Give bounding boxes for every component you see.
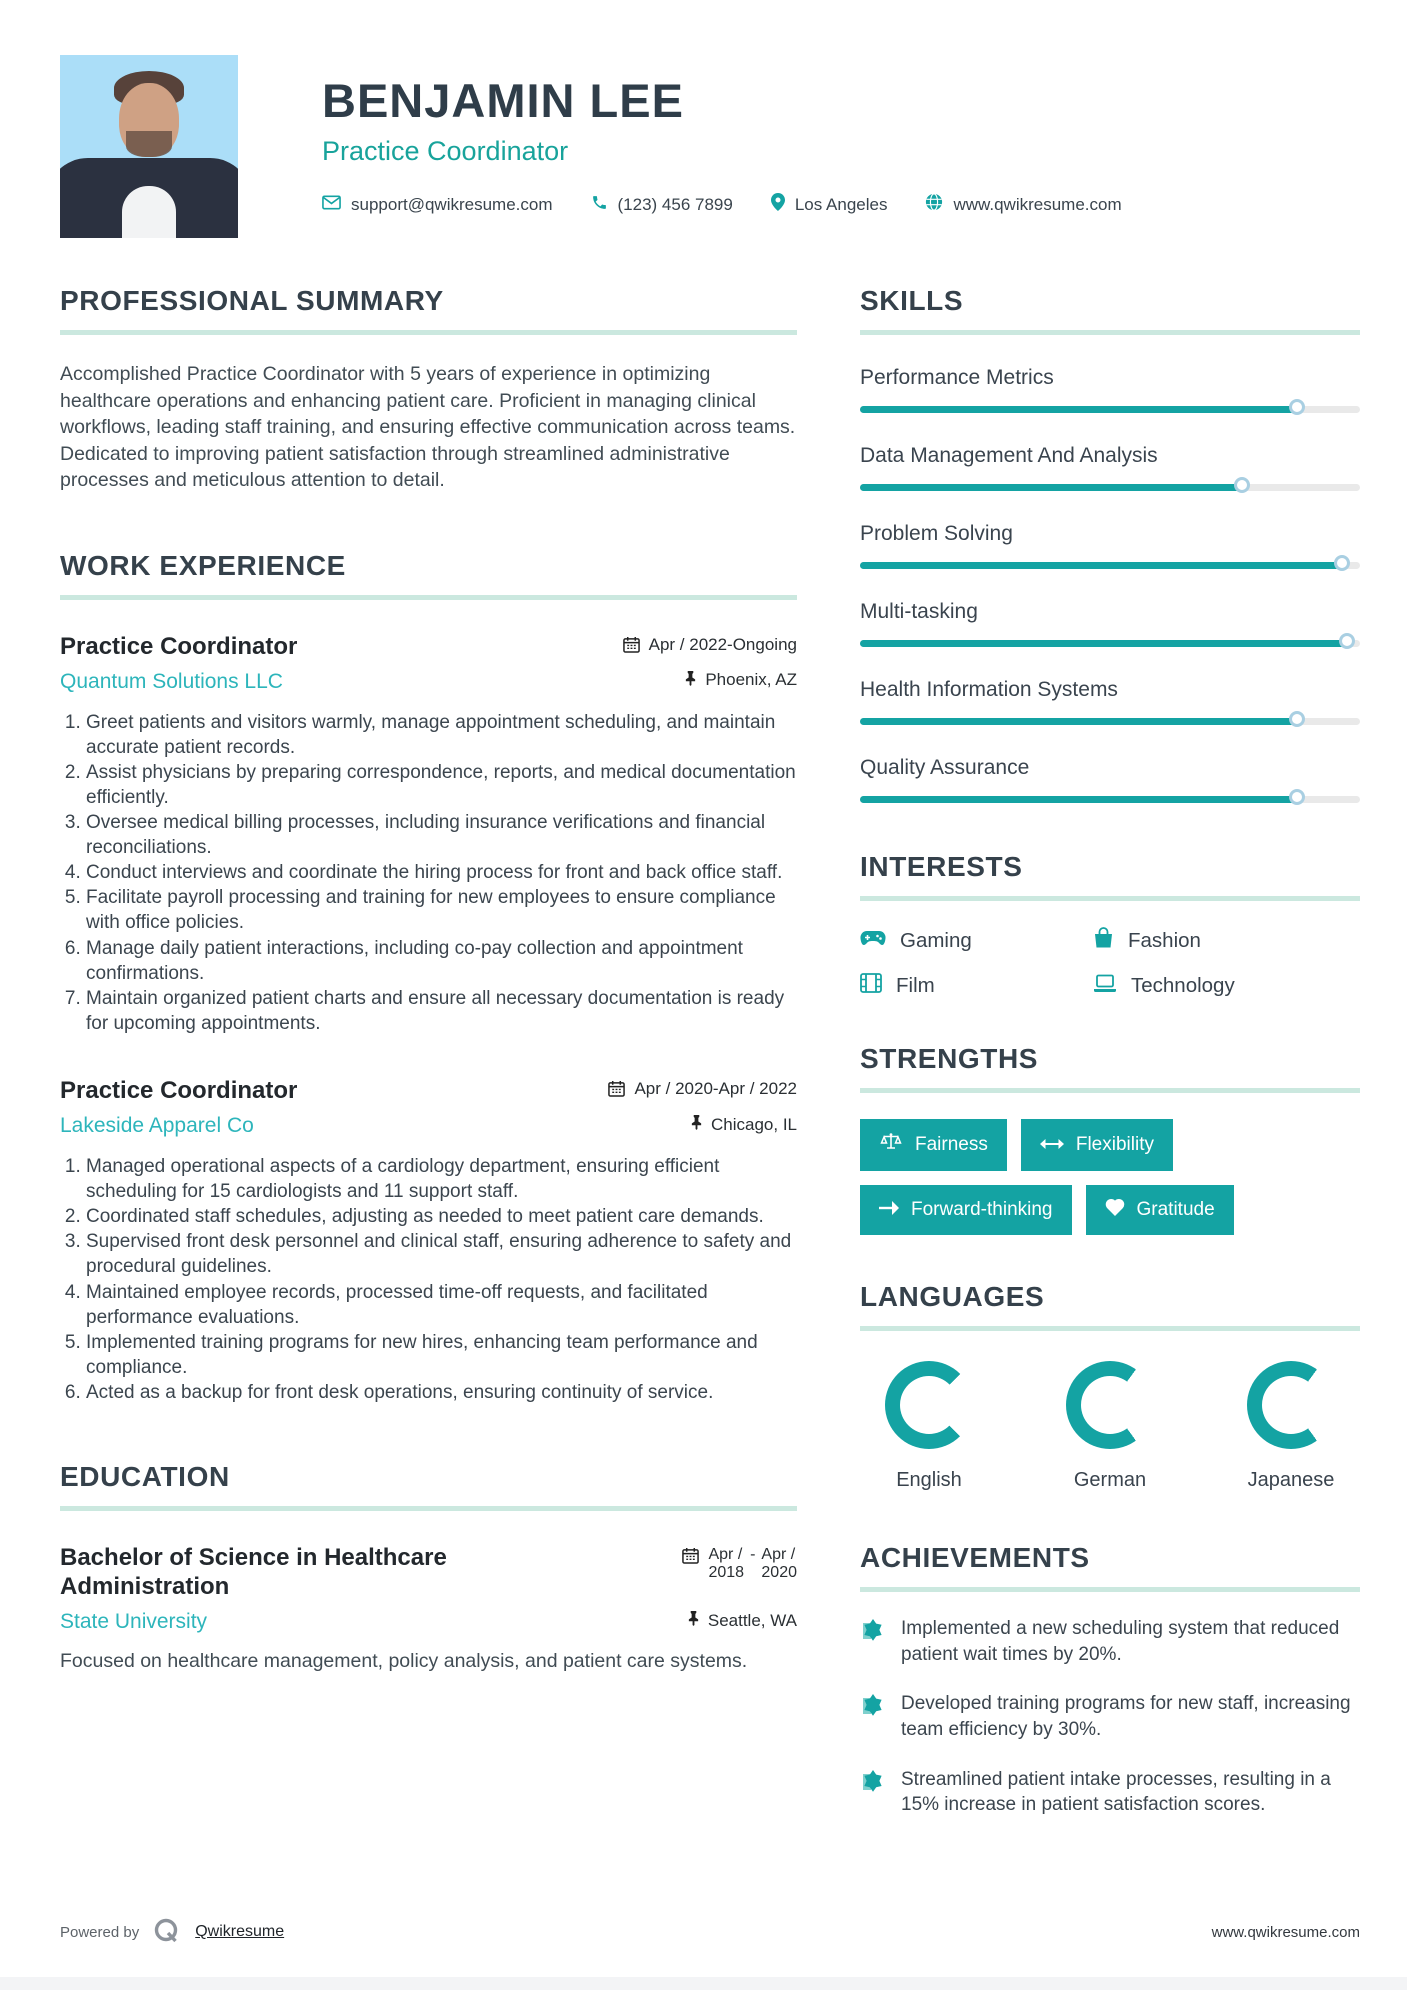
education-entry — [60, 1543, 797, 1675]
job-bullet: 5. Implemented training programs for new hires, enhancing team performance and compliance. — [86, 1330, 797, 1380]
skill-label: Data Management And Analysis — [860, 444, 1158, 467]
job-bullet-list — [60, 710, 797, 1036]
job-title: Practice Coordinator — [60, 632, 298, 660]
job-entry — [60, 632, 797, 1036]
job-bullet: 1. Managed operational aspects of a cardiology department, ensuring efficient scheduling for 15 cardiologists and 11 support staff. — [86, 1154, 797, 1204]
contact-row — [322, 193, 1122, 216]
language-item — [1041, 1361, 1179, 1492]
section-professional-summary — [60, 285, 797, 494]
interest-item — [1093, 927, 1360, 955]
job-bullet: 7. Maintain organized patient charts and ensure all necessary documentation is ready for upcoming appointments. — [86, 986, 797, 1036]
summary-text: Accomplished Practice Coordinator with 5 years of experience in optimizing healthcare operations and enhancing patient care. Proficient in managing clinical workflows, leading staff training, and ensuring effective communication across teams. Dedicated to improving patient satisfaction through streamlined administrative processes and meticulous attention to detail. — [60, 363, 796, 492]
date-end-month: Apr / — [761, 1545, 796, 1563]
skill-item — [860, 678, 1360, 725]
interest-label: Technology — [1131, 974, 1235, 997]
job-bullet: 6. Manage daily patient interactions, including co-pay collection and appointment confirmations. — [86, 936, 797, 986]
job-bullet: 4. Conduct interviews and coordinate the hiring process for front and back office staff. — [86, 860, 797, 885]
achievement-item — [860, 1767, 1360, 1818]
achievement-text: Streamlined patient intake processes, resulting in a 15% increase in patient satisfaction scores. — [901, 1768, 1331, 1816]
contact-website[interactable] — [925, 193, 1121, 216]
interest-item — [860, 927, 1093, 955]
contact-phone[interactable] — [591, 194, 733, 216]
interests-heading: INTERESTS — [860, 851, 1023, 882]
language-level-ring — [885, 1361, 973, 1449]
section-divider — [860, 330, 1360, 335]
skill-knob — [1234, 477, 1250, 493]
qwikresume-logo — [151, 1916, 183, 1948]
section-divider — [60, 330, 797, 335]
section-divider — [860, 896, 1360, 901]
scales-icon — [879, 1132, 903, 1158]
interest-label: Gaming — [900, 929, 972, 952]
contact-location-text: Los Angeles — [794, 194, 888, 214]
skill-progress-bar — [860, 562, 1360, 569]
heart-icon — [1105, 1198, 1125, 1222]
achievement-text: Developed training programs for new staff, increasing team efficiency by 30%. — [901, 1693, 1351, 1740]
star-badge-icon — [860, 1616, 886, 1667]
email-icon — [322, 195, 341, 215]
left-right-arrow-icon — [1040, 1134, 1064, 1156]
skill-knob — [1334, 555, 1350, 571]
language-item — [860, 1361, 998, 1492]
interest-item — [1093, 973, 1360, 999]
contact-email-text: support@qwikresume.com — [351, 194, 553, 214]
gamepad-icon — [860, 929, 886, 953]
candidate-name: BENJAMIN LEE — [322, 74, 684, 127]
section-education — [60, 1461, 797, 1675]
skill-knob — [1289, 789, 1305, 805]
section-achievements — [860, 1542, 1360, 1818]
job-bullet: 3. Oversee medical billing processes, including insurance verifications and financial reconciliations. — [86, 810, 797, 860]
pushpin-icon — [684, 670, 697, 691]
skill-label: Performance Metrics — [860, 366, 1054, 389]
shopping-bag-icon — [1093, 927, 1114, 955]
skill-progress-bar — [860, 718, 1360, 725]
skill-item — [860, 366, 1360, 413]
main-content — [0, 285, 1407, 1818]
achievement-text: Implemented a new scheduling system that reduced patient wait times by 20%. — [901, 1618, 1340, 1665]
left-column — [60, 285, 797, 1818]
star-badge-icon — [860, 1767, 886, 1818]
right-column — [860, 285, 1360, 1818]
section-divider — [860, 1088, 1360, 1093]
job-location: Phoenix, AZ — [705, 670, 797, 690]
page-bottom-strip — [0, 1977, 1407, 1990]
header — [0, 0, 1407, 238]
globe-icon — [925, 193, 943, 216]
job-dates: Apr / 2020-Apr / 2022 — [634, 1078, 797, 1098]
contact-website-text: www.qwikresume.com — [953, 194, 1122, 214]
degree-title: Bachelor of Science in Healthcare Administration — [60, 1543, 447, 1601]
language-label: German — [1073, 1469, 1147, 1491]
phone-icon — [591, 194, 608, 216]
strength-chip — [1021, 1119, 1173, 1171]
skill-label: Problem Solving — [860, 522, 1013, 545]
section-skills — [860, 285, 1360, 803]
skill-label: Health Information Systems — [860, 678, 1118, 701]
pushpin-icon — [687, 1610, 700, 1631]
job-company: Quantum Solutions LLC — [60, 669, 283, 693]
skill-progress-bar — [860, 484, 1360, 491]
strength-label: Gratitude — [1136, 1199, 1215, 1220]
achievements-heading: ACHIEVEMENTS — [860, 1542, 1090, 1573]
languages-heading: LANGUAGES — [860, 1281, 1045, 1312]
calendar-icon — [608, 1079, 625, 1102]
skill-label: Quality Assurance — [860, 756, 1030, 779]
job-company: Lakeside Apparel Co — [60, 1114, 254, 1138]
strength-label: Fairness — [915, 1134, 988, 1155]
date-start-year: 2018 — [708, 1564, 745, 1582]
interest-label: Film — [896, 974, 935, 997]
achievement-item — [860, 1616, 1360, 1667]
strength-chip — [860, 1185, 1072, 1235]
strength-chip — [860, 1119, 1007, 1171]
candidate-title: Practice Coordinator — [322, 136, 569, 166]
skill-item — [860, 600, 1360, 647]
work-heading: WORK EXPERIENCE — [60, 549, 346, 581]
education-school: State University — [60, 1610, 208, 1634]
date-separator: - — [750, 1545, 756, 1563]
skill-knob — [1339, 633, 1355, 649]
footer-website[interactable]: www.qwikresume.com — [1211, 1923, 1360, 1941]
job-location: Chicago, IL — [711, 1114, 797, 1134]
skill-item — [860, 444, 1360, 491]
job-bullet: 1. Greet patients and visitors warmly, manage appointment scheduling, and maintain accurate patient records. — [86, 710, 797, 760]
skill-item — [860, 522, 1360, 569]
education-description: Focused on healthcare management, policy analysis, and patient care systems. — [60, 1650, 748, 1673]
job-bullet: 4. Maintained employee records, processed time-off requests, and facilitated performance evaluations. — [86, 1280, 797, 1330]
strength-chip — [1086, 1185, 1234, 1235]
language-item — [1222, 1361, 1360, 1492]
education-heading: EDUCATION — [60, 1460, 230, 1492]
profile-photo — [60, 55, 238, 238]
summary-heading: PROFESSIONAL SUMMARY — [60, 285, 444, 316]
section-divider — [60, 595, 797, 600]
section-strengths — [860, 1043, 1360, 1235]
skill-progress-bar — [860, 796, 1360, 803]
skill-item — [860, 756, 1360, 803]
strength-label: Forward-thinking — [911, 1199, 1053, 1220]
section-divider — [860, 1326, 1360, 1331]
achievement-item — [860, 1691, 1360, 1742]
strengths-heading: STRENGTHS — [860, 1043, 1039, 1074]
education-location: Seattle, WA — [707, 1610, 797, 1630]
pushpin-icon — [690, 1114, 703, 1135]
job-title: Practice Coordinator — [60, 1076, 298, 1104]
interest-label: Fashion — [1128, 929, 1201, 952]
section-languages — [860, 1281, 1360, 1492]
date-end-year: 2020 — [761, 1564, 797, 1582]
language-label: English — [896, 1469, 962, 1491]
job-bullet: 2. Coordinated staff schedules, adjusting as needed to meet patient care demands. — [86, 1204, 797, 1229]
location-pin-icon — [771, 193, 785, 216]
section-interests — [860, 851, 1360, 999]
job-bullet: 6. Acted as a backup for front desk operations, ensuring continuity of service. — [86, 1380, 797, 1405]
contact-email[interactable] — [322, 195, 553, 215]
job-bullet: 2. Assist physicians by preparing correspondence, reports, and medical documentation efficiently. — [86, 760, 797, 810]
job-entry — [60, 1076, 797, 1405]
job-bullet: 3. Supervised front desk personnel and clinical staff, ensuring adherence to safety and procedural guidelines. — [86, 1229, 797, 1279]
date-start-month: Apr / — [708, 1545, 743, 1563]
skill-progress-bar — [860, 406, 1360, 413]
skills-heading: SKILLS — [860, 285, 964, 316]
education-dates — [708, 1546, 797, 1583]
section-divider — [860, 1587, 1360, 1592]
skill-progress-bar — [860, 640, 1360, 647]
powered-by-label: Powered by — [60, 1923, 140, 1941]
contact-location[interactable] — [771, 193, 888, 216]
footer — [60, 1916, 1360, 1948]
contact-phone-text: (123) 456 7899 — [617, 194, 733, 214]
section-divider — [60, 1506, 797, 1511]
strength-label: Flexibility — [1075, 1134, 1154, 1155]
language-level-ring — [1247, 1361, 1335, 1449]
right-arrow-icon — [879, 1199, 899, 1221]
interest-item — [860, 973, 1093, 999]
job-bullet: 5. Facilitate payroll processing and training for new employees to ensure compliance with office policies. — [86, 885, 797, 935]
qwikresume-link[interactable]: Qwikresume — [195, 1923, 285, 1940]
language-label: Japanese — [1247, 1469, 1335, 1491]
star-badge-icon — [860, 1691, 886, 1742]
laptop-icon — [1093, 974, 1117, 999]
job-bullet-list — [60, 1154, 797, 1405]
film-icon — [860, 973, 882, 999]
section-work-experience — [60, 550, 797, 1405]
skill-label: Multi-tasking — [860, 600, 978, 623]
skill-knob — [1289, 711, 1305, 727]
calendar-icon — [623, 635, 640, 658]
job-dates: Apr / 2022-Ongoing — [648, 634, 797, 654]
language-level-ring — [1066, 1361, 1154, 1449]
calendar-icon — [682, 1546, 699, 1569]
skill-knob — [1289, 399, 1305, 415]
